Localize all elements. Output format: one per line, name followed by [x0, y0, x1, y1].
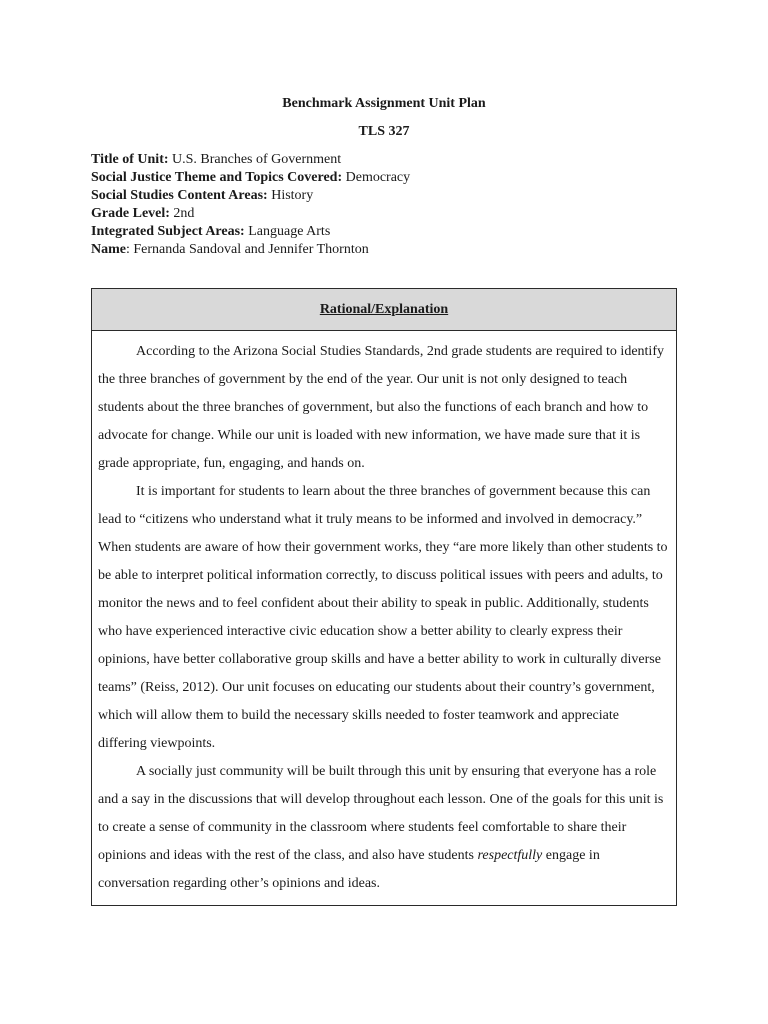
theme-key: Social Justice Theme and Topics Covered: — [91, 170, 343, 185]
grade-level-key: Grade Level: — [91, 206, 170, 221]
paragraph — [98, 758, 670, 898]
paragraph: It is important for students to learn about the three branches of government because this can lead to “citizens who understand what it truly means to be informed and involved in democracy.” When students are aware of how their government works, they “are more likely than other students to be able to interpret political information correctly, to discuss political issues with peers and adults, to monitor the news and to feel confident about their ability to speak in public. Additionally, students who have experienced interactive civic education show a better ability to clearly express their opinions, have better collaborative group skills and have a better ability to work in culturally diverse teams” (Reiss, 2012). Our unit focuses on educating our students about their country’s government, which will allow them to build the necessary skills needed to foster teamwork and appreciate differing viewpoints. — [98, 484, 668, 751]
document-title: Benchmark Assignment Unit Plan — [282, 96, 486, 111]
content-areas-value: History — [267, 188, 314, 203]
content-areas-line — [91, 187, 691, 205]
unit-title-key: Title of Unit: — [91, 152, 169, 167]
name-value: : Fernanda Sandoval and Jennifer Thornton — [126, 242, 369, 257]
emphasized-word: respectfully — [477, 848, 543, 863]
name-line — [91, 241, 691, 259]
theme-value: Democracy — [342, 170, 411, 185]
unit-title-value: U.S. Branches of Government — [168, 152, 342, 167]
content-areas-key: Social Studies Content Areas: — [91, 188, 268, 203]
integrated-subjects-key: Integrated Subject Areas: — [91, 224, 245, 239]
grade-level-value: 2nd — [169, 206, 195, 221]
name-key: Name — [91, 242, 126, 257]
paragraph-text: A socially just community will be built through this unit by ensuring that everyone has a role and a say in the discussions that will develop throughout each lesson. One of the goals for this unit is to create a sense of community in the classroom where students feel comfortable to share their opinions and ideas with the rest of the class, and also have students — [98, 764, 664, 863]
rationale-body — [92, 331, 676, 898]
paragraph: According to the Arizona Social Studies Standards, 2nd grade students are required to identify the three branches of government by the end of the year. Our unit is not only designed to teach students about the three branches of government, but also the functions of each branch and how to advocate for change. While our unit is loaded with new information, we have made sure that it is grade appropriate, fun, engaging, and hands on. — [98, 344, 664, 471]
rationale-table — [91, 288, 677, 906]
unit-details — [91, 151, 691, 259]
rationale-header — [92, 289, 676, 331]
integrated-subjects-line — [91, 223, 691, 241]
integrated-subjects-value: Language Arts — [244, 224, 331, 239]
grade-level-line — [91, 205, 691, 223]
unit-title-line — [91, 151, 691, 169]
course-code: TLS 327 — [358, 124, 410, 139]
rationale-title: Rational/Explanation — [319, 301, 449, 317]
theme-line — [91, 169, 691, 187]
paragraph-text: engage in conversation regarding other’s opinions and ideas. — [98, 848, 600, 891]
